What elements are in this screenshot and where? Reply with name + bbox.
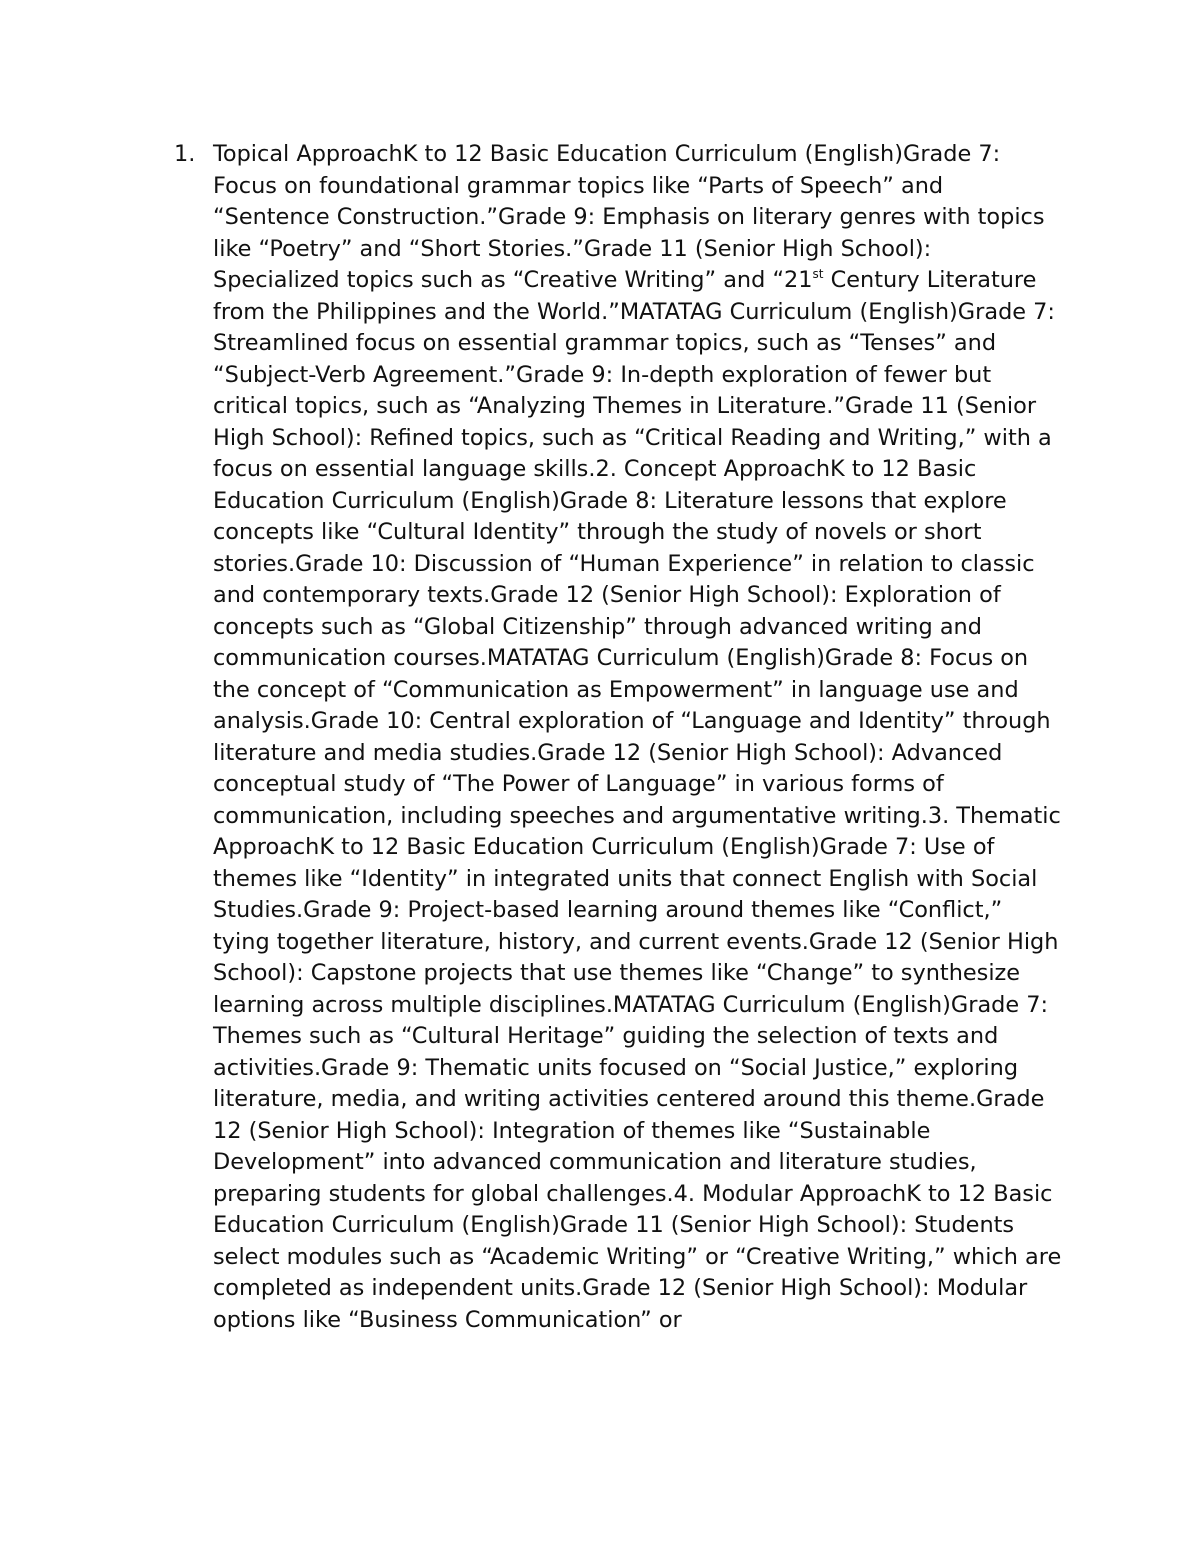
superscript-suffix: st	[812, 267, 824, 281]
list-item-text	[213, 139, 1064, 1336]
list-item-text-before-superscript: Topical ApproachK to 12 Basic Education Curriculum (English)Grade 7: Focus on foundational grammar topics like “Parts of Speech” and “Sentence Construction.”Grade 9: Emphasis on literary genres with topics like “Poetry” and “Short Stories.”Grade 11 (Senior High School): Specialized topics such as “Creative Writing” and “21	[213, 141, 1045, 293]
numbered-list	[174, 139, 1064, 1336]
list-item-text-after-superscript: Century Literature from the Philippines and the World.”MATATAG Curriculum (English)Grade 7: Streamlined focus on essential grammar topics, such as “Tenses” and “Subject-Verb Agreement.”Grade 9: In-depth exploration of fewer but critical topics, such as “Analyzing Themes in Literature.”Grade 11 (Senior High School): Refined topics, such as “Critical Reading and Writing,” with a focus on essential language skills.2. Concept ApproachK to 12 Basic Education Curriculum (English)Grade 8: Literature lessons that explore concepts like “Cultural Identity” through the study of novels or short stories.Grade 10: Discussion of “Human Experience” in relation to classic and contemporary texts.Grade 12 (Senior High School): Exploration of concepts such as “Global Citizenship” through advanced writing and communication courses.MATATAG Curriculum (English)Grade 8: Focus on the concept of “Communication as Empowerment” in language use and analysis.Grade 10: Central exploration of “Language and Identity” through literature and media studies.Grade 12 (Senior High School): Advanced conceptual study of “The Power of Language” in various forms of communication, including speeches and argumentative writing.3. Thematic ApproachK to 12 Basic Education Curriculum (English)Grade 7: Use of themes like “Identity” in integrated units that connect English with Social Studies.Grade 9: Project-based learning around themes like “Conflict,” tying together literature, history, and current events.Grade 12 (Senior High School): Capstone projects that use themes like “Change” to synthesize learning across multiple disciplines.MATATAG Curriculum (English)Grade 7: Themes such as “Cultural Heritage” guiding the selection of texts and activities.Grade 9: Thematic units focused on “Social Justice,” exploring literature, media, and writing activities centered around this theme.Grade 12 (Senior High School): Integration of themes like “Sustainable Development” into advanced communication and literature studies, preparing students for global challenges.4. Modular ApproachK to 12 Basic Education Curriculum (English)Grade 11 (Senior High School): Students select modules such as “Academic Writing” or “Creative Writing,” which are completed as independent units.Grade 12 (Senior High School): Modular options like “Business Communication” or	[213, 267, 1062, 1333]
list-item	[174, 139, 1064, 1336]
list-number: 1.	[174, 141, 196, 167]
